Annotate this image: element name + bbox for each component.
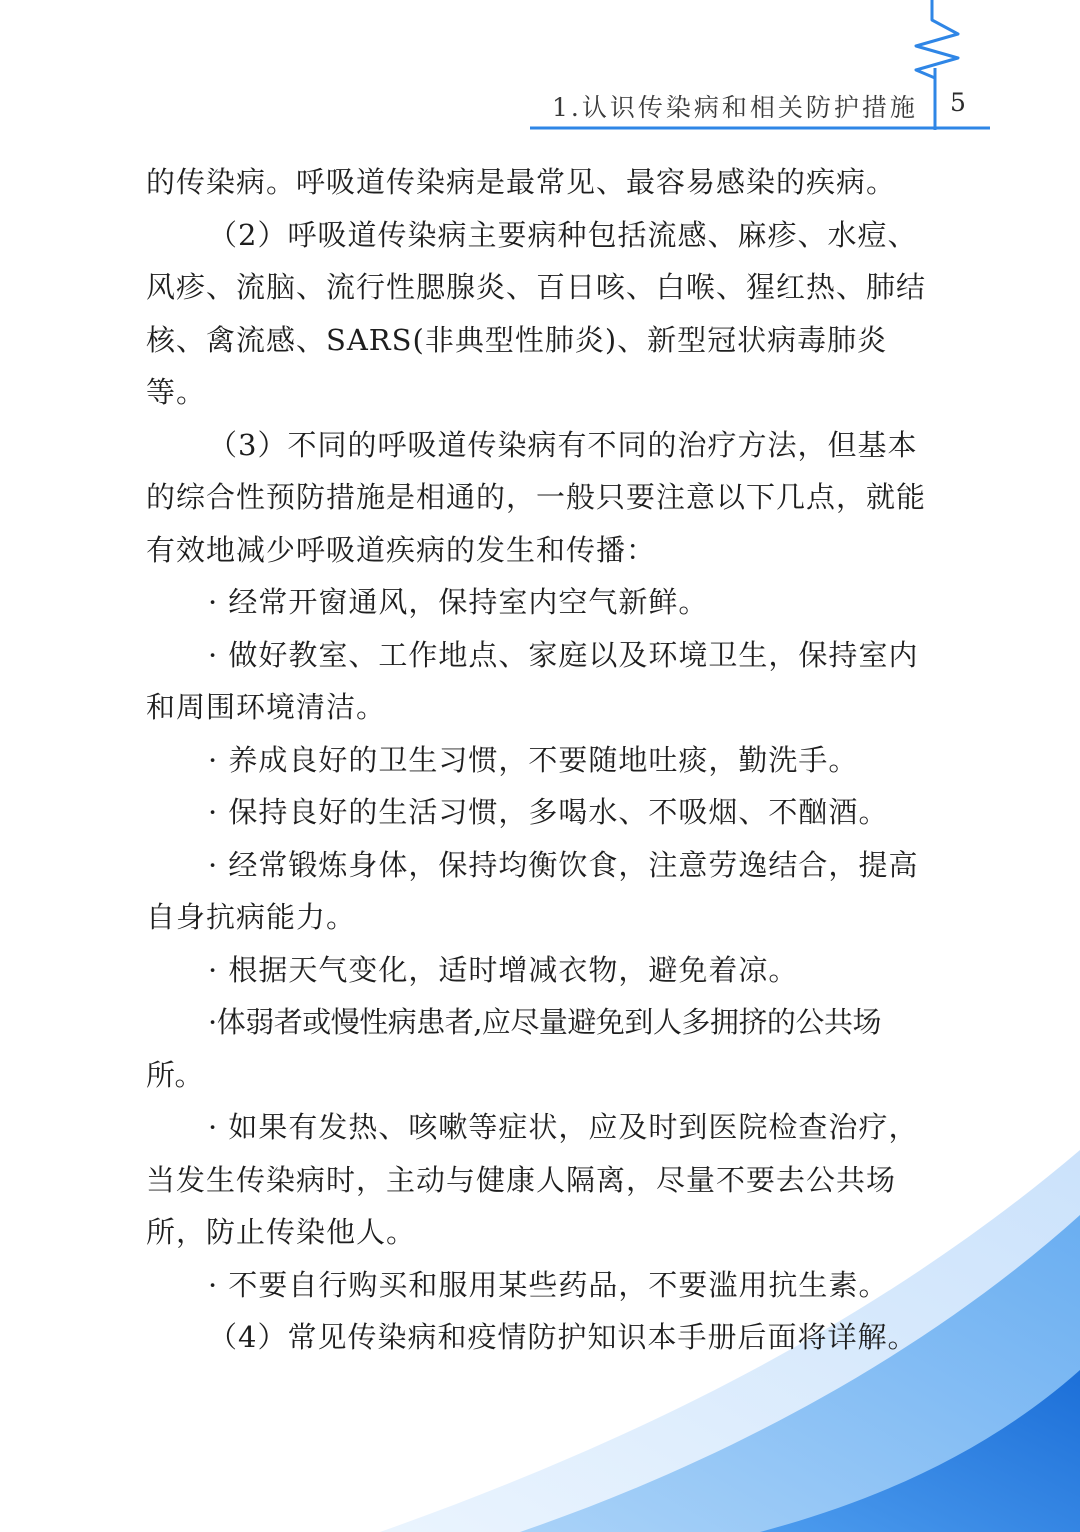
chapter-title: 1.认识传染病和相关防护措施 — [552, 93, 918, 122]
bullet-item: · 经常开窗通风，保持室内空气新鲜。 — [208, 585, 709, 619]
bullet-item: · 保持良好的生活习惯，多喝水、不吸烟、不酗酒。 — [208, 795, 889, 829]
bullet-item: · 根据天气变化，适时增减衣物，避免着凉。 — [208, 952, 799, 987]
bullet-item: · 不要自行购买和服用某些药品，不要滥用抗生素。 — [208, 1267, 889, 1302]
paragraph: （4）常见传染病和疫情防护知识本手册后面将详解。 — [208, 1320, 918, 1354]
zigzag-spring-icon — [916, 0, 958, 78]
paragraph: （3）不同的呼吸道传染病有不同的治疗方法，但基本的综合性预防措施是相通的，一般只要注意以下几点，就能有效地减少呼吸道疾病的发生和传播： — [146, 427, 927, 567]
paragraph: 的传染病。呼吸道传染病是最常见、最容易感染的疾病。 — [146, 165, 897, 199]
bullet-item: · 做好教室、工作地点、家庭以及环境卫生，保持室内和周围环境清洁。 — [146, 637, 919, 724]
bullet-item: ·体弱者或慢性病患者,应尽量避免到人多拥挤的公共场所。 — [146, 1005, 881, 1092]
bullet-item: · 经常锻炼身体，保持均衡饮食，注意劳逸结合，提高自身抗病能力。 — [146, 847, 919, 934]
paragraph: （2）呼吸道传染病主要病种包括流感、麻疹、水痘、风疹、流脑、流行性腮腺炎、百日咳、白喉、猩红热、肺结核、禽流感、SARS(非典型性肺炎)、新型冠状病毒肺炎等。 — [146, 217, 927, 409]
bullet-item: · 如果有发热、咳嗽等症状，应及时到医院检查治疗，当发生传染病时，主动与健康人隔离，尽量不要去公共场所，防止传染他人。 — [146, 1110, 919, 1249]
bullet-item: · 养成良好的卫生习惯，不要随地吐痰，勤洗手。 — [208, 742, 859, 777]
page-number: 5 — [950, 88, 966, 117]
body-text — [146, 156, 936, 1364]
